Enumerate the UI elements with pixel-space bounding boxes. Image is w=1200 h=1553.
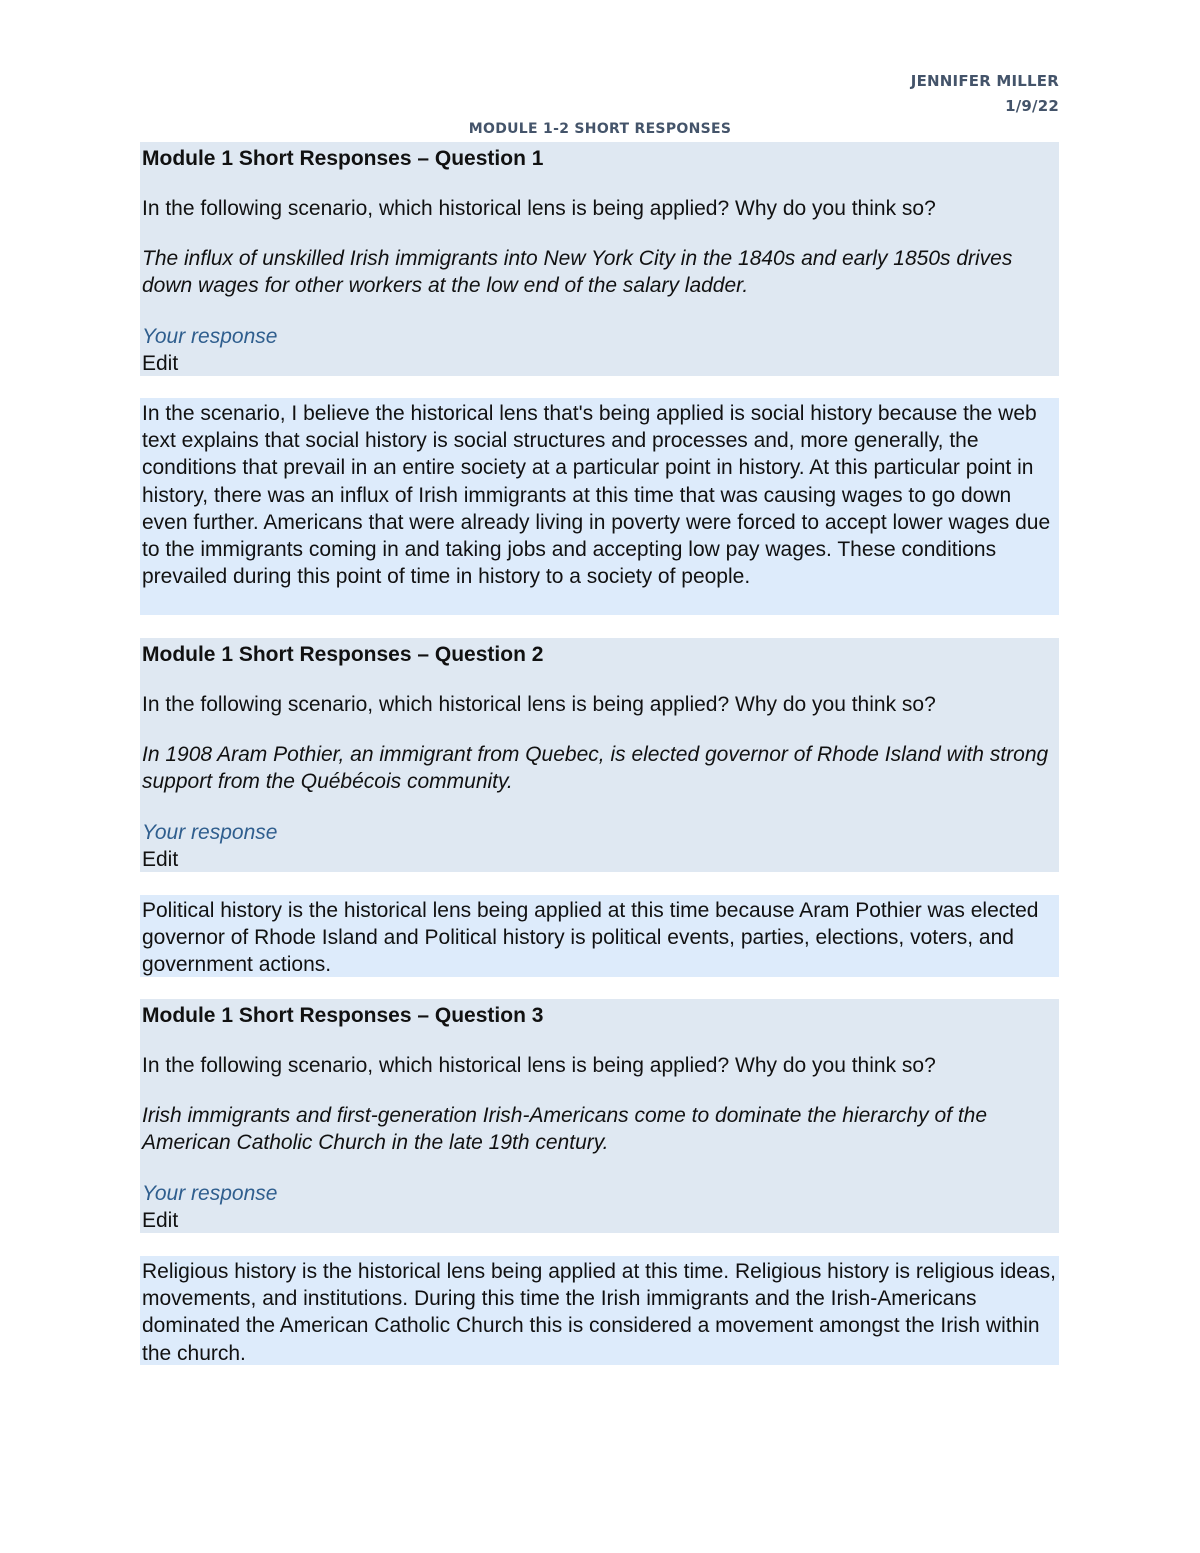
response-label: Your response xyxy=(142,821,278,844)
question-heading: Module 1 Short Responses – Question 3 xyxy=(142,1004,544,1027)
answer-3-block xyxy=(140,1256,1059,1365)
question-2-block xyxy=(140,638,1059,872)
edit-label: Edit xyxy=(142,1209,179,1232)
edit-label: Edit xyxy=(142,848,179,871)
document-title: MODULE 1-2 SHORT RESPONSES xyxy=(468,121,732,137)
question-scenario: Irish immigrants and first-generation Irish-Americans come to dominate the hierarchy of the American Catholic Church in the late 19th century. xyxy=(142,1104,988,1154)
answer-text: Political history is the historical lens being applied at this time because Aram Pothier was elected governor of Rhode Island and Political history is political events, parties, elections, voters, and government actions. xyxy=(142,899,1039,977)
answer-text: In the scenario, I believe the historical lens that's being applied is social history because the web text explains that social history is social structures and processes and, more generally, the conditions that prevail in an entire society at a particular point in history. At this particular point in history, there was an influx of Irish immigrants at this time that was causing wages to go down even further. Americans that were already living in poverty were forced to accept lower wages due to the immigrants coming in and taking jobs and accepting low pay wages. These conditions prevailed during this point of time in history to a society of people. xyxy=(142,402,1051,589)
question-1-block xyxy=(140,142,1059,376)
question-heading: Module 1 Short Responses – Question 1 xyxy=(142,147,544,170)
answer-text: Religious history is the historical lens being applied at this time. Religious history is religious ideas, movements, and institutions. During this time the Irish immigrants and the Irish-Americans dominated the American Catholic Church this is considered a movement amongst the Irish within the church. xyxy=(142,1260,1056,1365)
answer-2-block xyxy=(140,895,1059,977)
question-scenario: The influx of unskilled Irish immigrants into New York City in the 1840s and early 1850s drives down wages for other workers at the low end of the salary ladder. xyxy=(142,247,1013,297)
edit-label: Edit xyxy=(142,352,179,375)
question-prompt: In the following scenario, which historical lens is being applied? Why do you think so? xyxy=(142,693,936,716)
question-heading: Module 1 Short Responses – Question 2 xyxy=(142,643,544,666)
question-prompt: In the following scenario, which historical lens is being applied? Why do you think so? xyxy=(142,197,936,220)
response-label: Your response xyxy=(142,1182,278,1205)
author-name: JENNIFER MILLER xyxy=(910,72,1059,90)
question-prompt: In the following scenario, which historical lens is being applied? Why do you think so? xyxy=(142,1054,936,1077)
response-label: Your response xyxy=(142,325,278,348)
question-scenario: In 1908 Aram Pothier, an immigrant from Quebec, is elected governor of Rhode Island with strong support from the Québécois community. xyxy=(142,743,1049,793)
document-date: 1/9/22 xyxy=(1005,97,1059,115)
question-3-block xyxy=(140,999,1059,1233)
answer-1-block xyxy=(140,398,1059,615)
